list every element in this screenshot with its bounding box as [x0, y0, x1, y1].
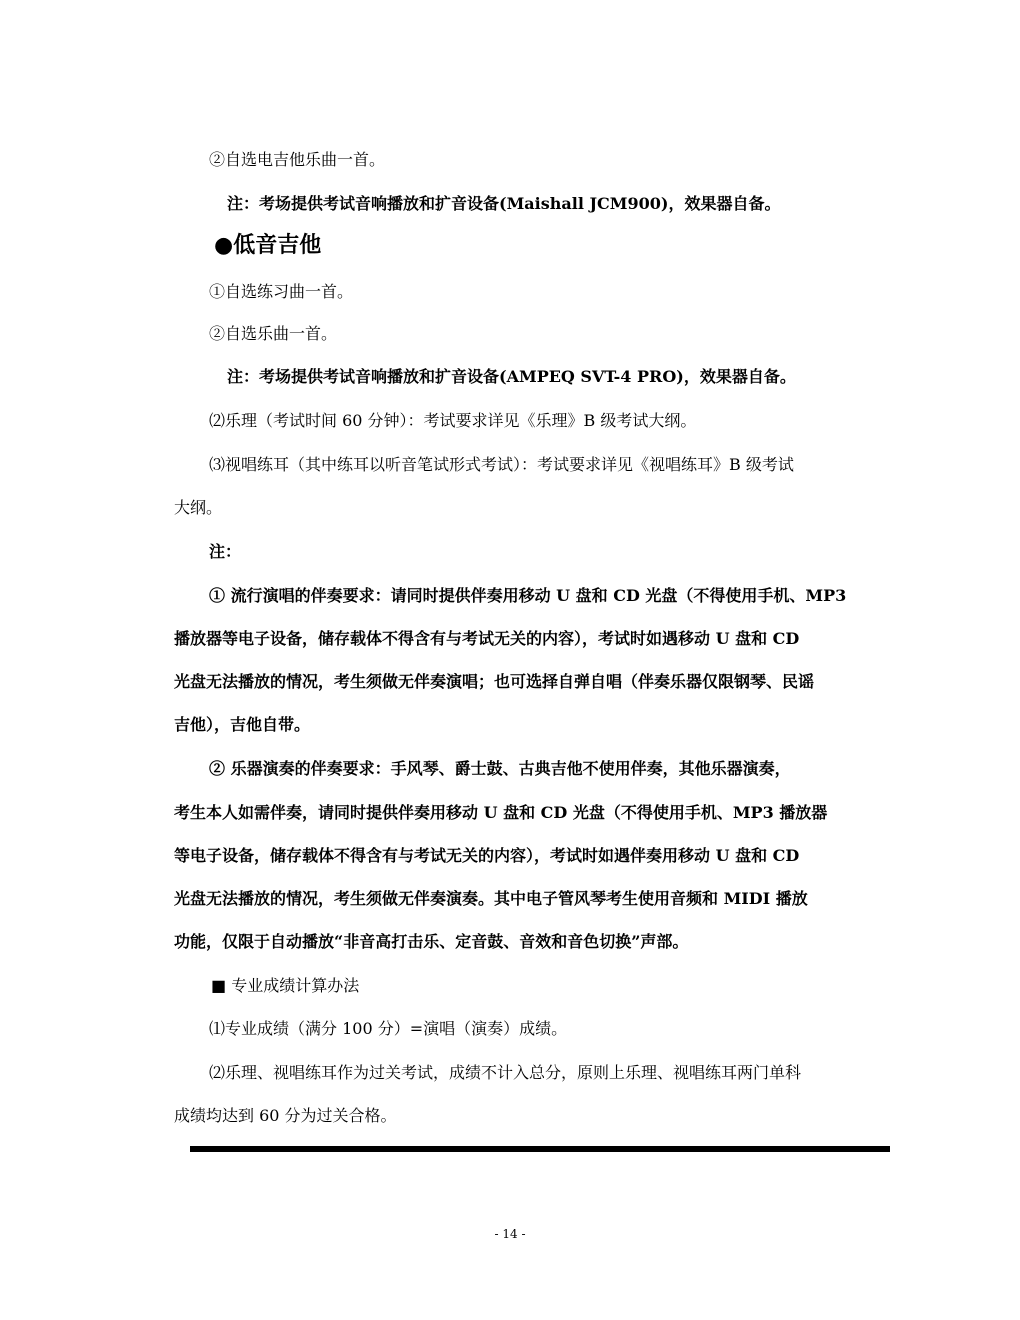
note-label: 注：: [209, 542, 242, 561]
note-pop-vocal-line1: ① 流行演唱的伴奏要求：请同时提供伴奏用移动 U 盘和 CD 光盘（不得使用手机、MP3: [209, 586, 847, 605]
item-bass-etude: ①自选练习曲一首。: [209, 282, 354, 301]
heading-bass-guitar: ●低音吉他: [214, 232, 322, 258]
note-instrument-line1: ② 乐器演奏的伴奏要求：手风琴、爵士鼓、古典吉他不使用伴奏，其他乐器演奏，: [209, 759, 791, 778]
item-pass-exam-line2: 成绩均达到 60 分为过关合格。: [174, 1106, 397, 1125]
item-pass-exam-line1: ⑵乐理、视唱练耳作为过关考试，成绩不计入总分，原则上乐理、视唱练耳两门单科: [209, 1063, 802, 1082]
note-instrument-line5: 功能，仅限于自动播放“非音高打击乐、定音鼓、音效和音色切换”声部。: [174, 932, 689, 951]
horizontal-rule: [190, 1146, 890, 1152]
note-bass-equipment: 注：考场提供考试音响播放和扩音设备(AMPEQ SVT-4 PRO)，效果器自备。: [227, 367, 796, 386]
item-electric-guitar-piece: ②自选电吉他乐曲一首。: [209, 150, 386, 169]
item-music-theory: ⑵乐理（考试时间 60 分钟）：考试要求详见《乐理》B 级考试大纲。: [209, 411, 697, 430]
note-pop-vocal-line4: 吉他），吉他自带。: [174, 715, 311, 734]
note-instrument-line3: 等电子设备，储存载体不得含有与考试无关的内容），考试时如遇伴奏用移动 U 盘和 CD: [174, 846, 800, 865]
note-electric-guitar-equipment: 注：考场提供考试音响播放和扩音设备(Maishall JCM900)，效果器自备。: [227, 194, 781, 213]
item-professional-score: ⑴专业成绩（满分 100 分）=演唱（演奏）成绩。: [209, 1019, 568, 1038]
item-solfege-line2: 大纲。: [174, 498, 223, 517]
section-score-calculation: ■ 专业成绩计算办法: [211, 976, 360, 995]
item-bass-piece: ②自选乐曲一首。: [209, 324, 338, 343]
note-pop-vocal-line3: 光盘无法播放的情况，考生须做无伴奏演唱；也可选择自弹自唱（伴奏乐器仅限钢琴、民谣: [174, 672, 815, 691]
note-pop-vocal-line2: 播放器等电子设备，储存载体不得含有与考试无关的内容），考试时如遇移动 U 盘和 CD: [174, 629, 800, 648]
item-solfege-line1: ⑶视唱练耳（其中练耳以听音笔试形式考试）：考试要求详见《视唱练耳》B 级考试: [209, 455, 794, 474]
note-instrument-line4: 光盘无法播放的情况，考生须做无伴奏演奏。其中电子管风琴考生使用音频和 MIDI 播放: [174, 889, 808, 908]
note-instrument-line2: 考生本人如需伴奏，请同时提供伴奏用移动 U 盘和 CD 光盘（不得使用手机、MP3 播放器: [174, 803, 828, 822]
page-number: - 14 -: [494, 1227, 526, 1241]
